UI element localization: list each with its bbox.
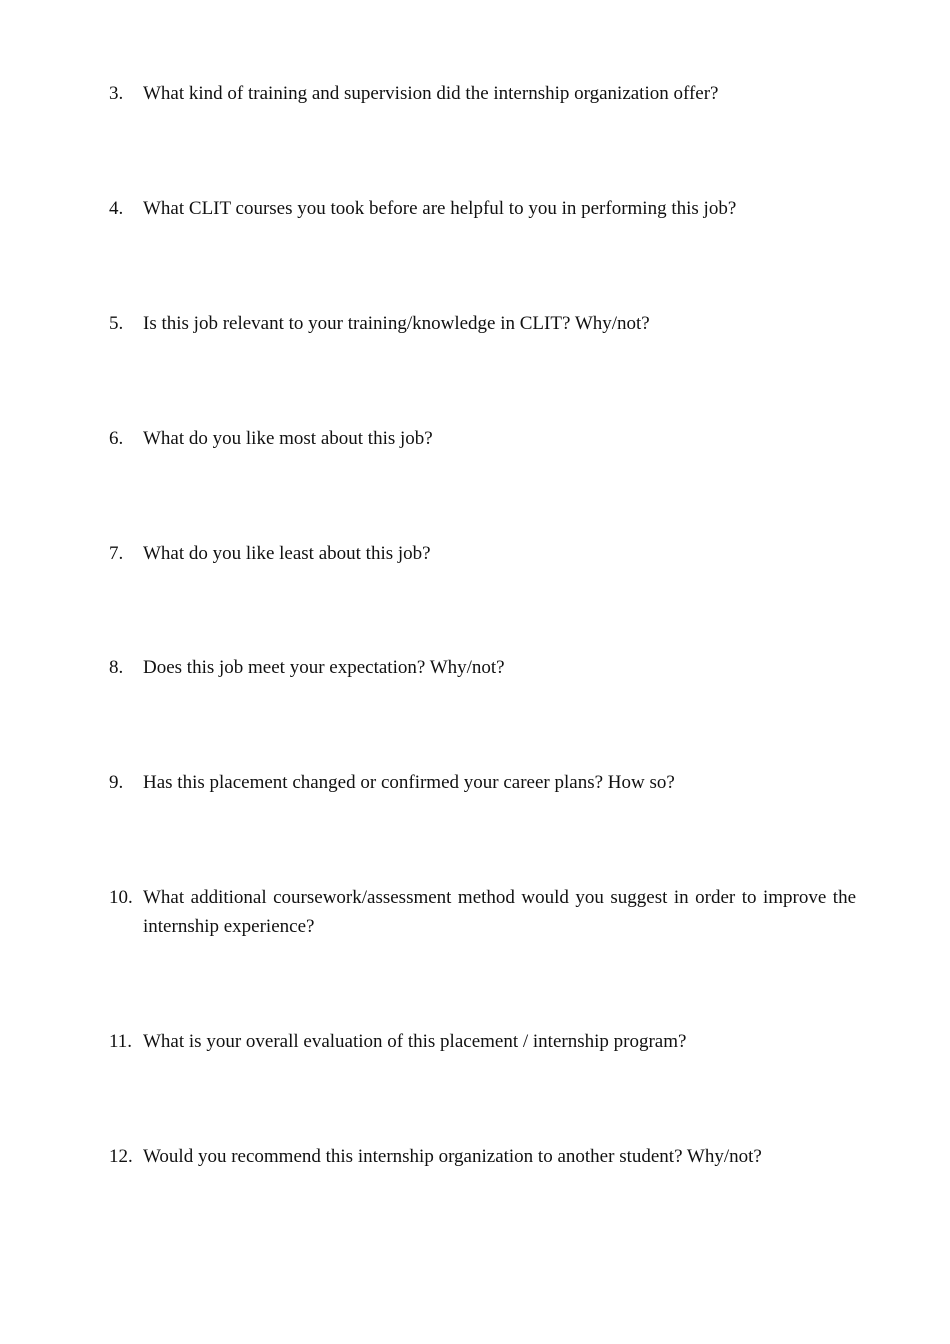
question-text: What do you like least about this job? [143,543,431,564]
question-text: What do you like most about this job? [143,428,433,449]
question-text: Does this job meet your expectation? Why/not? [143,657,505,678]
question-number: 8. [109,657,124,678]
question-text: What kind of training and supervision did the internship organization offer? [143,83,719,104]
question-item [109,653,856,682]
question-item [109,883,856,941]
question-number: 11. [109,1031,133,1052]
question-number: 5. [109,313,124,334]
question-text: Would you recommend this internship organization to another student? Why/not? [143,1146,762,1167]
question-text: Is this job relevant to your training/knowledge in CLIT? Why/not? [143,313,650,334]
question-item [109,194,856,223]
question-item [109,1142,856,1171]
question-item [109,79,856,108]
question-item [109,768,856,797]
question-number: 3. [109,83,124,104]
question-item [109,424,856,453]
question-item [109,309,856,338]
question-number: 4. [109,198,124,219]
question-number: 7. [109,543,124,564]
question-text: What is your overall evaluation of this placement / internship program? [143,1031,687,1052]
question-text: Has this placement changed or confirmed your career plans? How so? [143,772,675,793]
question-item [109,539,856,568]
question-text: What CLIT courses you took before are helpful to you in performing this job? [143,198,737,219]
question-number: 9. [109,772,124,793]
question-number: 6. [109,428,124,449]
question-number: 12. [109,1146,133,1167]
question-text: What additional coursework/assessment method would you suggest in order to improve the internship experience? [143,887,856,937]
question-item [109,1027,856,1056]
question-number: 10. [109,887,133,908]
